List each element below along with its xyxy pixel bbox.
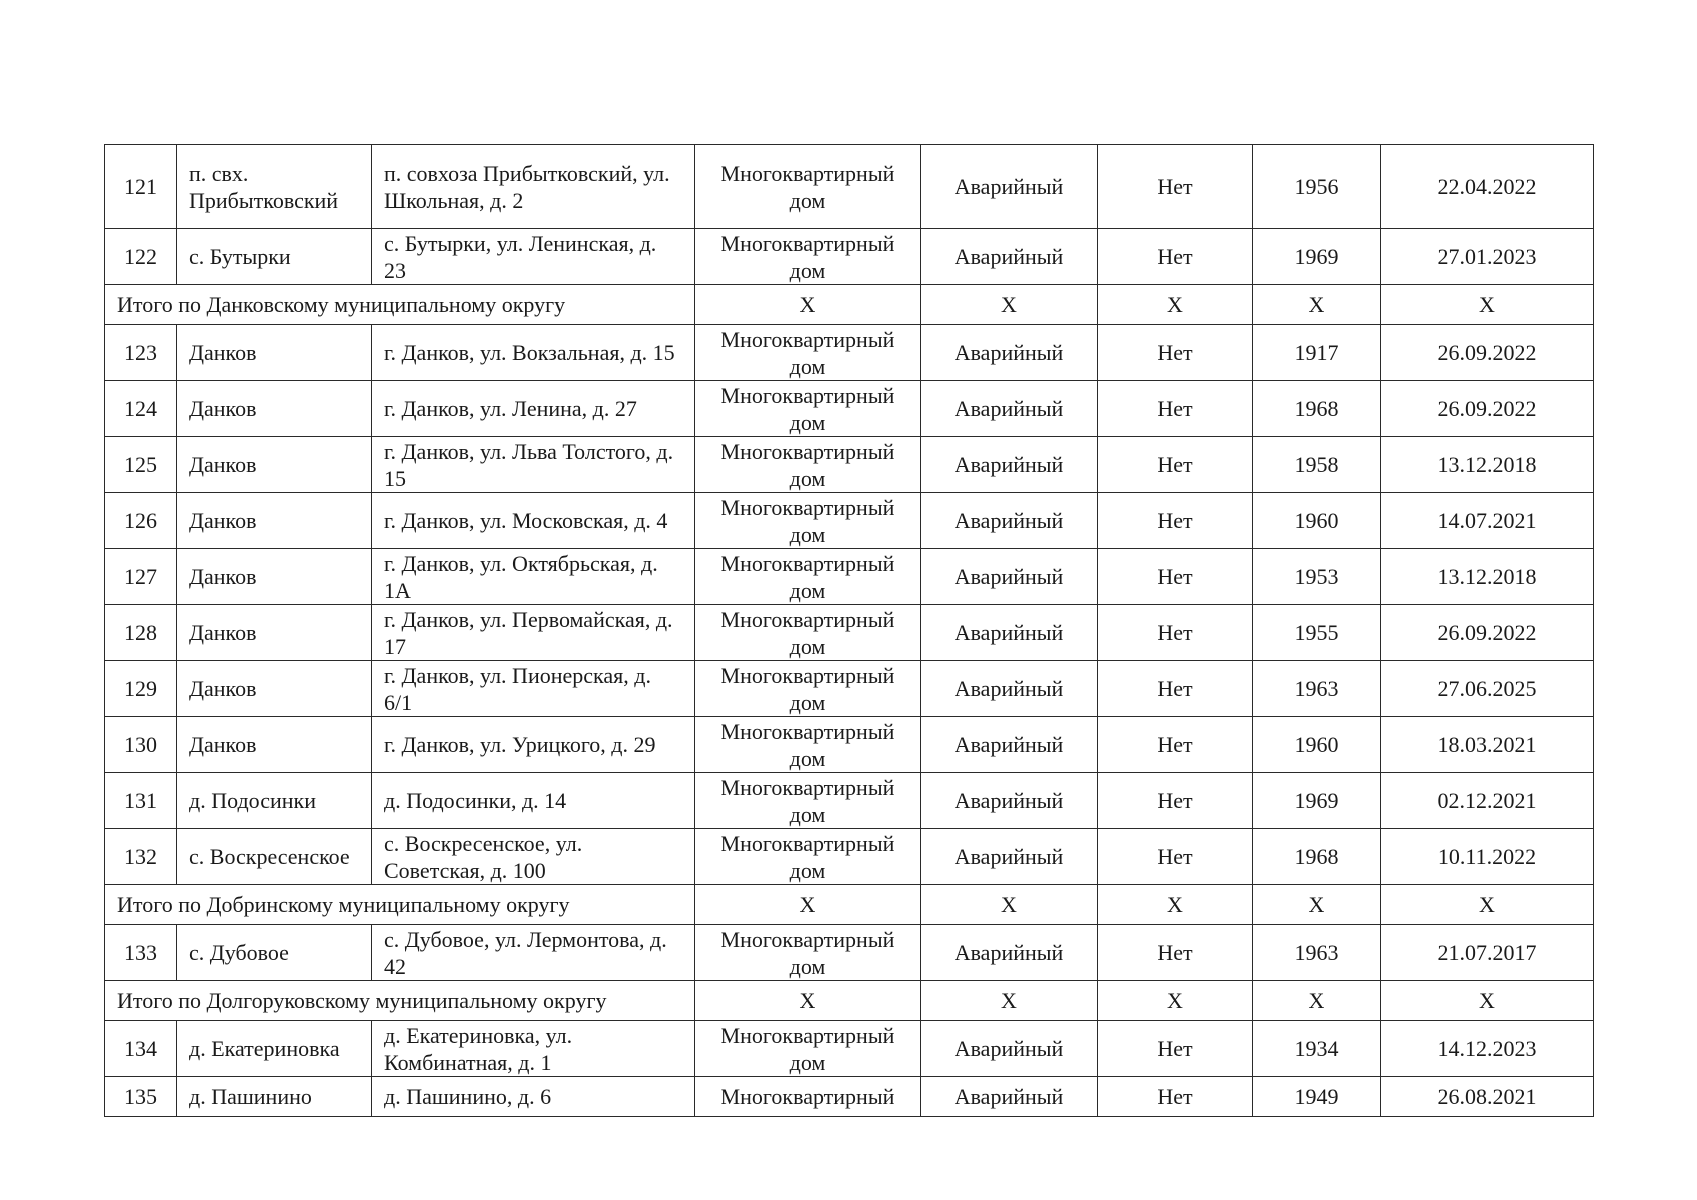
date-cell: 13.12.2018 [1381,437,1594,493]
building-type-cell: Многоквартирный дом [695,717,921,773]
year-cell: 1968 [1253,381,1381,437]
date-cell: 26.08.2021 [1381,1077,1594,1117]
address-cell: г. Данков, ул. Урицкого, д. 29 [372,717,695,773]
year-cell: 1934 [1253,1021,1381,1077]
settlement-cell: д. Екатериновка [177,1021,372,1077]
building-type-cell: Многоквартирный дом [695,145,921,229]
condition-cell: Аварийный [921,325,1098,381]
housing-table [104,144,1594,1117]
total-mark: X [921,885,1098,925]
building-type-cell: Многоквартирный дом [695,1021,921,1077]
flag-cell: Нет [1098,145,1253,229]
date-cell: 26.09.2022 [1381,325,1594,381]
row-number: 123 [105,325,177,381]
address-cell: с. Воскресенское, ул. Советская, д. 100 [372,829,695,885]
address-cell: г. Данков, ул. Вокзальная, д. 15 [372,325,695,381]
total-mark: X [1098,285,1253,325]
address-cell: г. Данков, ул. Московская, д. 4 [372,493,695,549]
total-label: Итого по Данковскому муниципальному округу [105,285,695,325]
total-mark: X [1253,981,1381,1021]
row-number: 132 [105,829,177,885]
table-row [105,381,1594,437]
total-mark: X [1098,885,1253,925]
address-cell: п. совхоза Прибытковский, ул. Школьная, д. 2 [372,145,695,229]
condition-cell: Аварийный [921,493,1098,549]
date-cell: 26.09.2022 [1381,605,1594,661]
total-mark: X [695,285,921,325]
row-number: 133 [105,925,177,981]
total-mark: X [1098,981,1253,1021]
row-number: 135 [105,1077,177,1117]
condition-cell: Аварийный [921,229,1098,285]
total-mark: X [1253,885,1381,925]
address-cell: г. Данков, ул. Первомайская, д. 17 [372,605,695,661]
total-label: Итого по Долгоруковскому муниципальному округу [105,981,695,1021]
condition-cell: Аварийный [921,549,1098,605]
address-cell: с. Бутырки, ул. Ленинская, д. 23 [372,229,695,285]
building-type-cell: Многоквартирный дом [695,925,921,981]
address-cell: с. Дубовое, ул. Лермонтова, д. 42 [372,925,695,981]
settlement-cell: Данков [177,605,372,661]
condition-cell: Аварийный [921,1021,1098,1077]
building-type-cell: Многоквартирный дом [695,829,921,885]
table-row [105,925,1594,981]
year-cell: 1955 [1253,605,1381,661]
row-number: 131 [105,773,177,829]
year-cell: 1958 [1253,437,1381,493]
table-body [105,145,1594,1117]
building-type-cell: Многоквартирный дом [695,493,921,549]
row-number: 124 [105,381,177,437]
building-type-cell: Многоквартирный дом [695,437,921,493]
address-cell: г. Данков, ул. Ленина, д. 27 [372,381,695,437]
date-cell: 02.12.2021 [1381,773,1594,829]
date-cell: 13.12.2018 [1381,549,1594,605]
date-cell: 22.04.2022 [1381,145,1594,229]
condition-cell: Аварийный [921,605,1098,661]
condition-cell: Аварийный [921,381,1098,437]
flag-cell: Нет [1098,437,1253,493]
table-row [105,605,1594,661]
total-row [105,885,1594,925]
row-number: 125 [105,437,177,493]
condition-cell: Аварийный [921,661,1098,717]
date-cell: 10.11.2022 [1381,829,1594,885]
settlement-cell: с. Бутырки [177,229,372,285]
total-mark: X [1253,285,1381,325]
address-cell: д. Екатериновка, ул. Комбинатная, д. 1 [372,1021,695,1077]
row-number: 126 [105,493,177,549]
table-row [105,773,1594,829]
settlement-cell: Данков [177,549,372,605]
flag-cell: Нет [1098,549,1253,605]
address-cell: г. Данков, ул. Льва Толстого, д. 15 [372,437,695,493]
row-number: 122 [105,229,177,285]
table-row [105,145,1594,229]
total-row [105,981,1594,1021]
settlement-cell: Данков [177,437,372,493]
total-label: Итого по Добринскому муниципальному округу [105,885,695,925]
total-mark: X [1381,285,1594,325]
condition-cell: Аварийный [921,925,1098,981]
date-cell: 21.07.2017 [1381,925,1594,981]
date-cell: 27.01.2023 [1381,229,1594,285]
building-type-cell: Многоквартирный дом [695,325,921,381]
table-row [105,661,1594,717]
settlement-cell: с. Дубовое [177,925,372,981]
year-cell: 1960 [1253,717,1381,773]
building-type-cell: Многоквартирный дом [695,229,921,285]
flag-cell: Нет [1098,661,1253,717]
settlement-cell: Данков [177,325,372,381]
flag-cell: Нет [1098,381,1253,437]
building-type-cell: Многоквартирный дом [695,773,921,829]
table-row [105,1077,1594,1117]
settlement-cell: д. Подосинки [177,773,372,829]
flag-cell: Нет [1098,829,1253,885]
year-cell: 1956 [1253,145,1381,229]
condition-cell: Аварийный [921,1077,1098,1117]
settlement-cell: п. свх. Прибытковский [177,145,372,229]
total-mark: X [695,885,921,925]
total-mark: X [921,981,1098,1021]
condition-cell: Аварийный [921,717,1098,773]
address-cell: д. Пашинино, д. 6 [372,1077,695,1117]
settlement-cell: Данков [177,717,372,773]
year-cell: 1960 [1253,493,1381,549]
year-cell: 1963 [1253,925,1381,981]
total-mark: X [1381,885,1594,925]
year-cell: 1953 [1253,549,1381,605]
year-cell: 1949 [1253,1077,1381,1117]
year-cell: 1917 [1253,325,1381,381]
condition-cell: Аварийный [921,145,1098,229]
date-cell: 26.09.2022 [1381,381,1594,437]
address-cell: г. Данков, ул. Пионерская, д. 6/1 [372,661,695,717]
year-cell: 1969 [1253,229,1381,285]
condition-cell: Аварийный [921,437,1098,493]
condition-cell: Аварийный [921,773,1098,829]
date-cell: 18.03.2021 [1381,717,1594,773]
date-cell: 14.07.2021 [1381,493,1594,549]
flag-cell: Нет [1098,605,1253,661]
address-cell: д. Подосинки, д. 14 [372,773,695,829]
building-type-cell: Многоквартирный [695,1077,921,1117]
settlement-cell: с. Воскресенское [177,829,372,885]
settlement-cell: д. Пашинино [177,1077,372,1117]
settlement-cell: Данков [177,661,372,717]
total-mark: X [921,285,1098,325]
table-row [105,1021,1594,1077]
row-number: 128 [105,605,177,661]
row-number: 127 [105,549,177,605]
year-cell: 1968 [1253,829,1381,885]
building-type-cell: Многоквартирный дом [695,605,921,661]
flag-cell: Нет [1098,1077,1253,1117]
total-mark: X [1381,981,1594,1021]
table-row [105,549,1594,605]
table-row [105,717,1594,773]
flag-cell: Нет [1098,717,1253,773]
total-mark: X [695,981,921,1021]
settlement-cell: Данков [177,493,372,549]
row-number: 121 [105,145,177,229]
flag-cell: Нет [1098,493,1253,549]
building-type-cell: Многоквартирный дом [695,381,921,437]
settlement-cell: Данков [177,381,372,437]
flag-cell: Нет [1098,773,1253,829]
row-number: 129 [105,661,177,717]
date-cell: 27.06.2025 [1381,661,1594,717]
year-cell: 1963 [1253,661,1381,717]
flag-cell: Нет [1098,1021,1253,1077]
row-number: 134 [105,1021,177,1077]
total-row [105,285,1594,325]
table-row [105,325,1594,381]
flag-cell: Нет [1098,229,1253,285]
year-cell: 1969 [1253,773,1381,829]
address-cell: г. Данков, ул. Октябрьская, д. 1А [372,549,695,605]
table-row [105,829,1594,885]
building-type-cell: Многоквартирный дом [695,661,921,717]
table-row [105,437,1594,493]
date-cell: 14.12.2023 [1381,1021,1594,1077]
table-row [105,229,1594,285]
condition-cell: Аварийный [921,829,1098,885]
building-type-cell: Многоквартирный дом [695,549,921,605]
flag-cell: Нет [1098,325,1253,381]
table-row [105,493,1594,549]
row-number: 130 [105,717,177,773]
flag-cell: Нет [1098,925,1253,981]
